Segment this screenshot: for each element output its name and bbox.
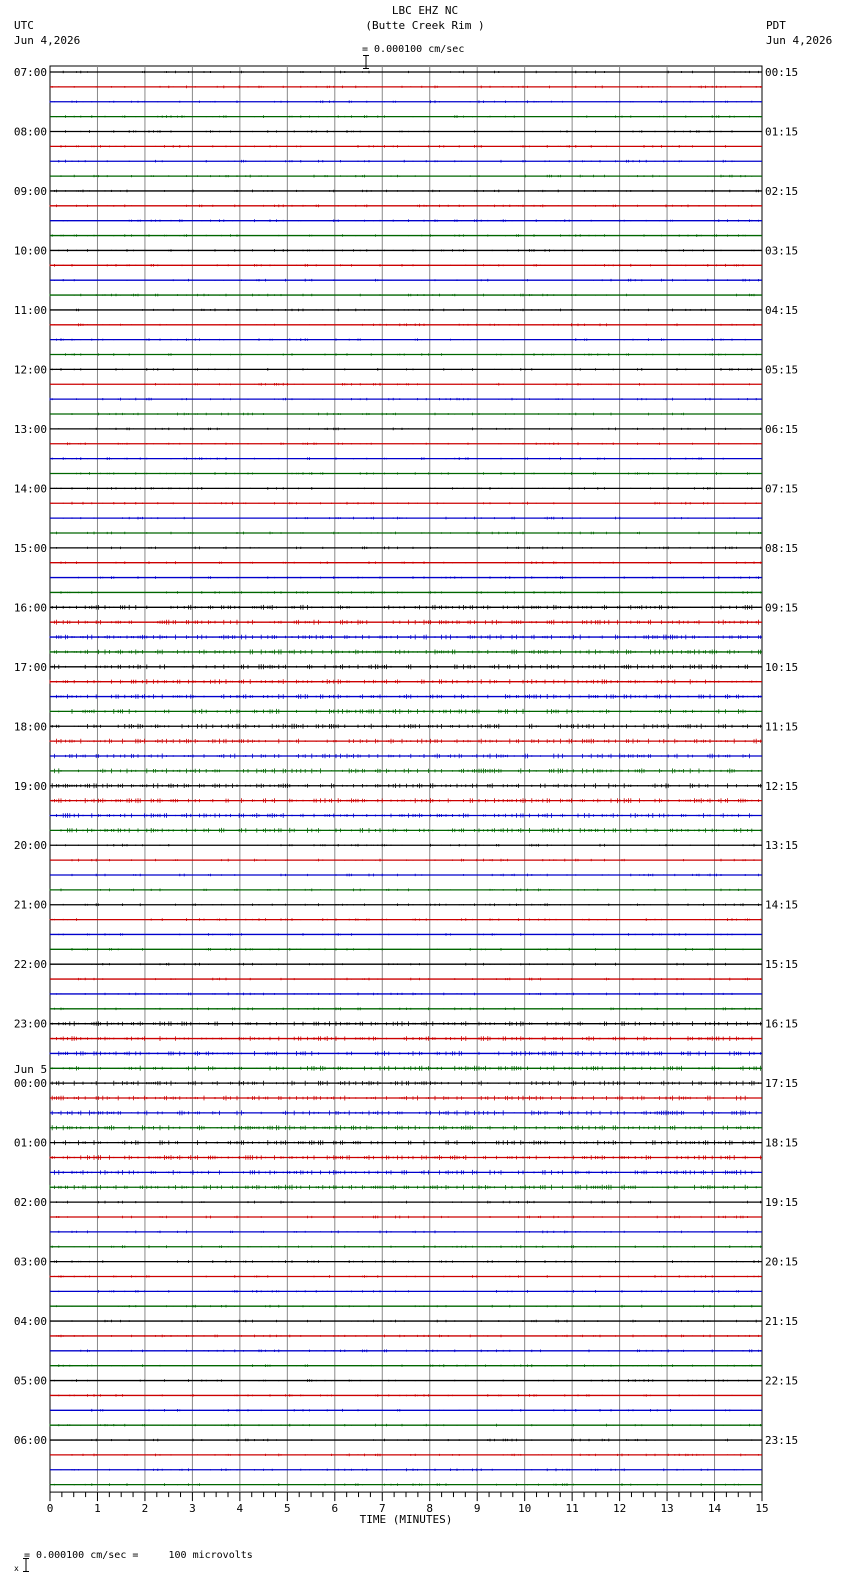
hour-label-right: 22:15: [765, 1374, 799, 1388]
hour-label-right: 05:15: [765, 363, 799, 377]
x-tick-label: 9: [473, 1502, 481, 1516]
hour-label-left: 10:00: [13, 244, 47, 258]
hour-label-left: 01:00: [13, 1136, 47, 1150]
hour-label-left: 05:00: [13, 1374, 47, 1388]
hour-label-right: 03:15: [765, 244, 799, 258]
hour-label-left: 06:00: [13, 1434, 47, 1448]
hour-label-right: 19:15: [765, 1196, 799, 1210]
hour-label-right: 10:15: [765, 660, 799, 674]
x-tick-label: 6: [331, 1502, 339, 1516]
hour-label-right: 11:15: [765, 720, 799, 734]
x-tick-label: 0: [46, 1502, 54, 1516]
hour-label-left: 21:00: [13, 898, 47, 912]
hour-label-right: 21:15: [765, 1315, 799, 1329]
scale-label: = 0.000100 cm/sec: [362, 44, 465, 55]
hour-label-left: 15:00: [13, 541, 47, 555]
hour-label-left: 14:00: [13, 482, 47, 496]
hour-label-left: 20:00: [13, 839, 47, 853]
hour-label-left: 12:00: [13, 363, 47, 377]
x-axis-label: TIME (MINUTES): [359, 1513, 453, 1527]
x-tick-label: 8: [426, 1502, 434, 1516]
right-date: Jun 4,2026: [766, 34, 833, 47]
hour-label-left: 09:00: [13, 184, 47, 198]
x-tick-label: 10: [518, 1502, 532, 1516]
hour-label-left: 19:00: [13, 779, 47, 793]
hour-label-right: 00:15: [765, 66, 799, 79]
hour-label-left: 11:00: [13, 303, 47, 317]
hour-label-left: 08:00: [13, 125, 47, 139]
x-tick-label: 15: [755, 1502, 769, 1516]
hour-label-left: 22:00: [13, 958, 47, 972]
station-title: LBC EHZ NC: [391, 4, 459, 17]
hour-label-right: 12:15: [765, 779, 799, 793]
hour-label-left: 18:00: [13, 720, 47, 734]
hour-label-right: 23:15: [765, 1434, 799, 1448]
x-tick-label: 4: [236, 1502, 244, 1516]
x-tick-label: 2: [141, 1502, 149, 1516]
hour-label-left: 13:00: [13, 422, 47, 436]
x-tick-label: 14: [707, 1502, 722, 1516]
date-change-label: Jun 5: [14, 1063, 48, 1077]
site-name: (Butte Creek Rim ): [365, 19, 485, 32]
hour-label-left: 23:00: [13, 1017, 47, 1031]
hour-label-right: 16:15: [765, 1017, 799, 1031]
x-tick-label: 12: [612, 1502, 627, 1516]
hour-label-right: 13:15: [765, 839, 799, 853]
hour-label-left: 17:00: [13, 660, 47, 674]
hour-label-left: 16:00: [13, 601, 47, 615]
x-tick-label: 11: [565, 1502, 579, 1516]
left-date: Jun 4,2026: [14, 34, 81, 47]
x-tick-label: 3: [189, 1502, 196, 1516]
hour-label-left: 04:00: [13, 1315, 47, 1329]
hour-label-right: 07:15: [765, 482, 799, 496]
hour-label-right: 01:15: [765, 125, 799, 139]
hour-label-right: 18:15: [765, 1136, 799, 1150]
hour-label-left: 02:00: [13, 1196, 47, 1210]
x-tick-label: 13: [660, 1502, 674, 1516]
x-tick-label: 7: [378, 1502, 386, 1516]
hour-label-right: 09:15: [765, 601, 799, 615]
hour-label-right: 20:15: [765, 1255, 799, 1269]
hour-label-left: 07:00: [13, 66, 47, 79]
hour-label-left: 03:00: [13, 1255, 47, 1269]
hour-label-right: 15:15: [765, 958, 799, 972]
hour-label-right: 02:15: [765, 184, 799, 198]
hour-label-right: 14:15: [765, 898, 799, 912]
svg-text:x: x: [14, 1564, 19, 1573]
hour-label-right: 17:15: [765, 1077, 799, 1091]
hour-label-left: 00:00: [13, 1077, 47, 1091]
x-tick-label: 5: [284, 1502, 291, 1516]
left-timezone: UTC: [14, 19, 34, 32]
hour-label-right: 04:15: [765, 303, 799, 317]
x-tick-label: 1: [94, 1502, 101, 1516]
footer-scale-label: = 0.000100 cm/sec = 100 microvolts: [24, 1550, 253, 1561]
hour-label-right: 08:15: [765, 541, 799, 555]
right-timezone: PDT: [766, 19, 786, 32]
hour-label-right: 06:15: [765, 422, 799, 436]
